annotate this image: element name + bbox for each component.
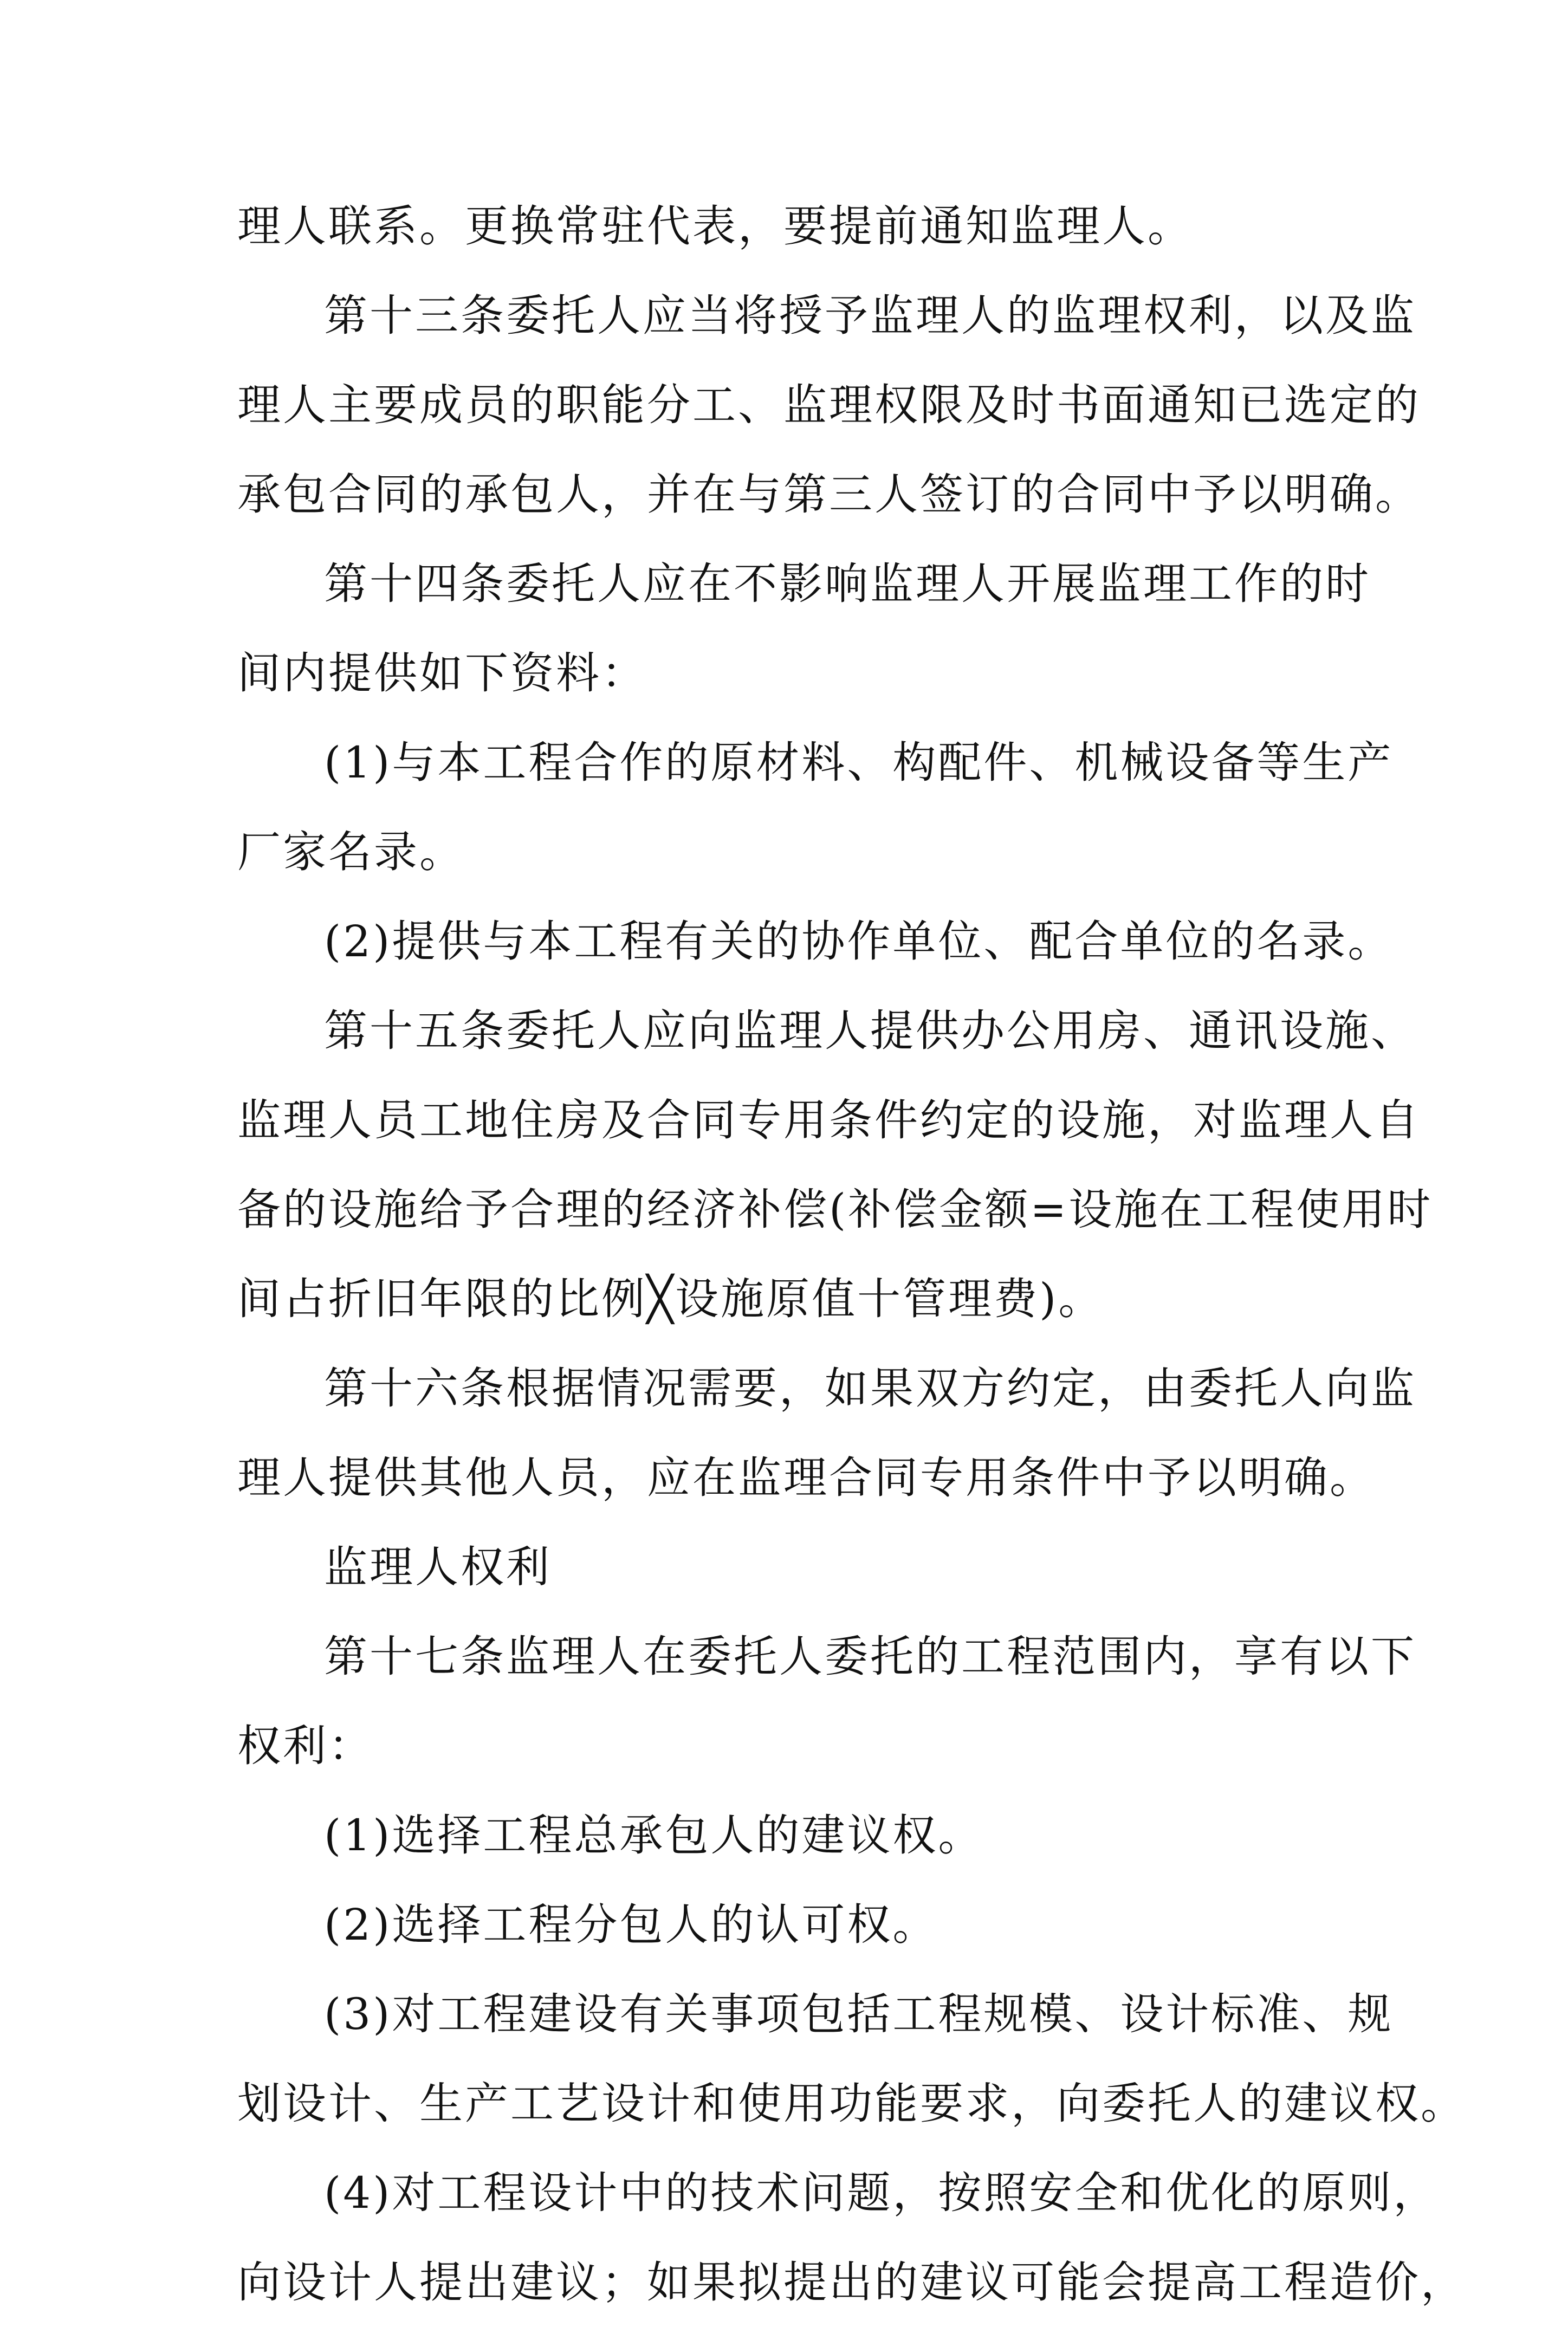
- document-body: [237, 182, 1466, 2327]
- text-line: 承包合同的承包人，并在与第三人签订的合同中予以明确。: [237, 469, 1421, 520]
- text-line: (2)选择工程分包人的认可权。: [324, 1900, 938, 1950]
- text-line: 权利：: [237, 1721, 374, 1771]
- text-line: 备的设施给予合理的经济补偿(补偿金额=设施在工程使用时: [237, 1184, 1433, 1235]
- text-line: 理人提供其他人员，应在监理合同专用条件中予以明确。: [237, 1453, 1375, 1503]
- text-line: 向设计人提出建议；如果拟提出的建议可能会提高工程造价，: [237, 2257, 1466, 2307]
- text-line: 监理人员工地住房及合同专用条件约定的设施，对监理人自: [237, 1095, 1421, 1145]
- text-line: 划设计、生产工艺设计和使用功能要求，向委托人的建议权。: [237, 2078, 1466, 2129]
- text-line: 监理人权利: [324, 1542, 552, 1592]
- text-line: (1)与本工程合作的原材料、构配件、机械设备等生产: [324, 737, 1394, 788]
- text-line: (1)选择工程总承包人的建议权。: [324, 1810, 984, 1861]
- text-line: 理人联系。更换常驻代表，要提前通知监理人。: [237, 201, 1193, 251]
- text-line: 间占折旧年限的比例╳设施原值十管理费)。: [237, 1274, 1104, 1324]
- text-line: 第十五条委托人应向监理人提供办公用房、通讯设施、: [324, 1006, 1416, 1056]
- text-line: 第十四条委托人应在不影响监理人开展监理工作的时: [324, 559, 1371, 609]
- text-line: 间内提供如下资料：: [237, 648, 647, 698]
- text-line: (2)提供与本工程有关的协作单位、配合单位的名录。: [324, 916, 1394, 967]
- text-line: (4)对工程设计中的技术问题，按照安全和优化的原则，: [324, 2168, 1439, 2218]
- text-line: 第十七条监理人在委托人委托的工程范围内，享有以下: [324, 1631, 1416, 1682]
- text-line: 厂家名录。: [237, 827, 465, 877]
- text-line: 理人主要成员的职能分工、监理权限及时书面通知已选定的: [237, 380, 1421, 430]
- text-line: 第十三条委托人应当将授予监理人的监理权利，以及监: [324, 290, 1416, 341]
- text-line: (3)对工程建设有关事项包括工程规模、设计标准、规: [324, 1989, 1394, 2039]
- text-line: 第十六条根据情况需要，如果双方约定，由委托人向监: [324, 1363, 1416, 1414]
